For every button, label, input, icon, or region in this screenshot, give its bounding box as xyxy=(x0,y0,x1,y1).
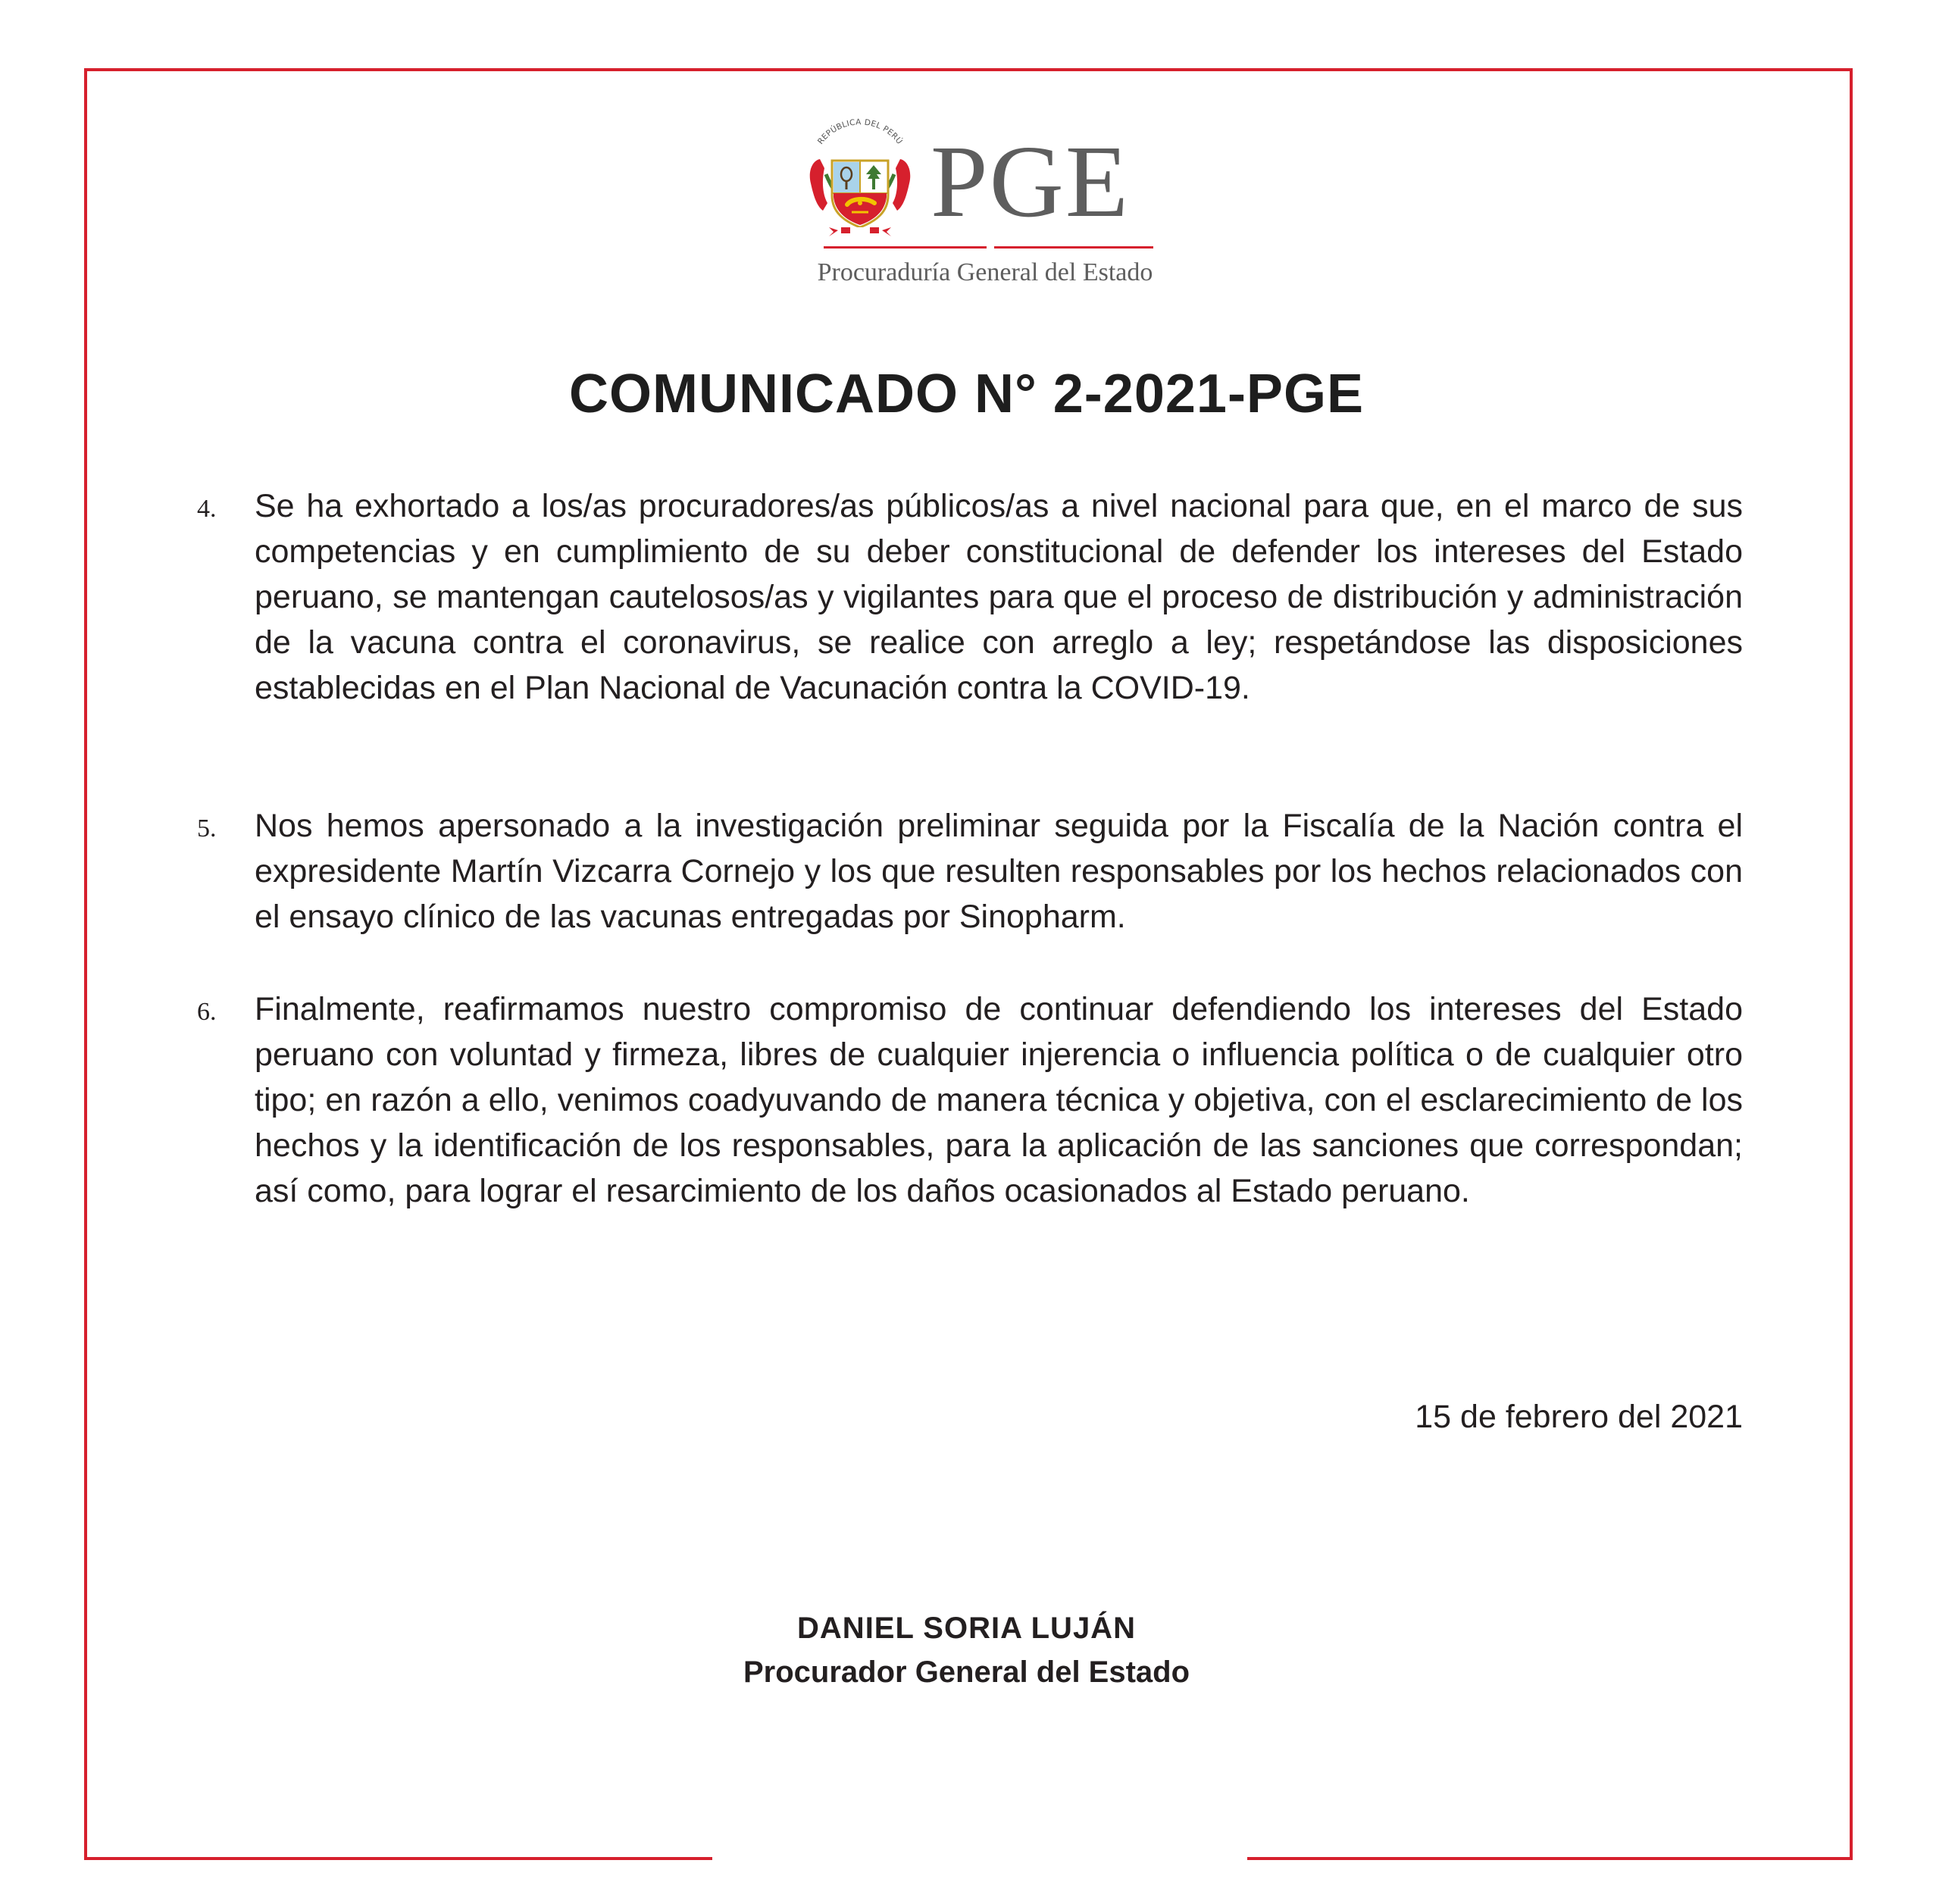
peru-coat-of-arms-icon xyxy=(803,114,917,242)
svg-text:REPÚBLICA DEL PERÚ: REPÚBLICA DEL PERÚ xyxy=(815,117,905,146)
frame-right-border xyxy=(1850,68,1853,1860)
logo-rule-left xyxy=(824,246,987,249)
frame-top-border xyxy=(84,68,1853,71)
item-text: Nos hemos apersonado a la investigación preliminar seguida por la Fiscalía de la Nación contra el expresidente Martín Vizcarra Cornejo y los que resulten responsables por los hechos relacionados con el ensayo clínico de las vacunas entregadas por Sinopharm. xyxy=(255,808,1743,935)
item-number: 5. xyxy=(197,814,217,843)
item-text: Se ha exhortado a los/as procuradores/as públicos/as a nivel nacional para que, en el marco de sus competencias y en cumplimiento de su deber constitucional de defender los intereses del Estado peruano, se mantengan cautelosos/as y vigilantes para que el proceso de distribución y administración de la vacuna contra el coronavirus, se realice con arreglo a ley; respetándose las disposiciones establecidas en el Plan Nacional de Vacunación contra la COVID-19. xyxy=(255,488,1743,706)
document-title: COMUNICADO N° 2-2021-PGE xyxy=(569,364,1364,424)
logo-full-name: Procuraduría General del Estado xyxy=(817,258,1153,286)
frame-bottom-left-border xyxy=(84,1857,712,1860)
document-date: 15 de febrero del 2021 xyxy=(1415,1399,1743,1435)
item-number: 6. xyxy=(197,998,217,1026)
item-number: 4. xyxy=(197,495,217,523)
frame-left-border xyxy=(84,68,87,1860)
signatory-name: DANIEL SORIA LUJÁN xyxy=(797,1612,1136,1645)
logo-acronym: PGE xyxy=(931,125,1130,239)
frame-bottom-right-border xyxy=(1247,1857,1853,1860)
item-text: Finalmente, reafirmamos nuestro compromiso de continuar defendiendo los intereses del Estado peruano con voluntad y firmeza, libres de cualquier injerencia o influencia política o de cualquier otro tipo; en razón a ello, venimos coadyuvando de manera técnica y objetiva, con el esclarecimiento de los hechos y la identificación de los responsables, para la aplicación de las sanciones que correspondan; así como, para lograr el resarcimiento de los daños ocasionados al Estado peruano. xyxy=(255,991,1743,1209)
logo-rule-right xyxy=(994,246,1153,249)
pge-logo xyxy=(803,114,1167,318)
signatory-role: Procurador General del Estado xyxy=(743,1655,1190,1689)
signature-block xyxy=(0,1606,1933,1694)
